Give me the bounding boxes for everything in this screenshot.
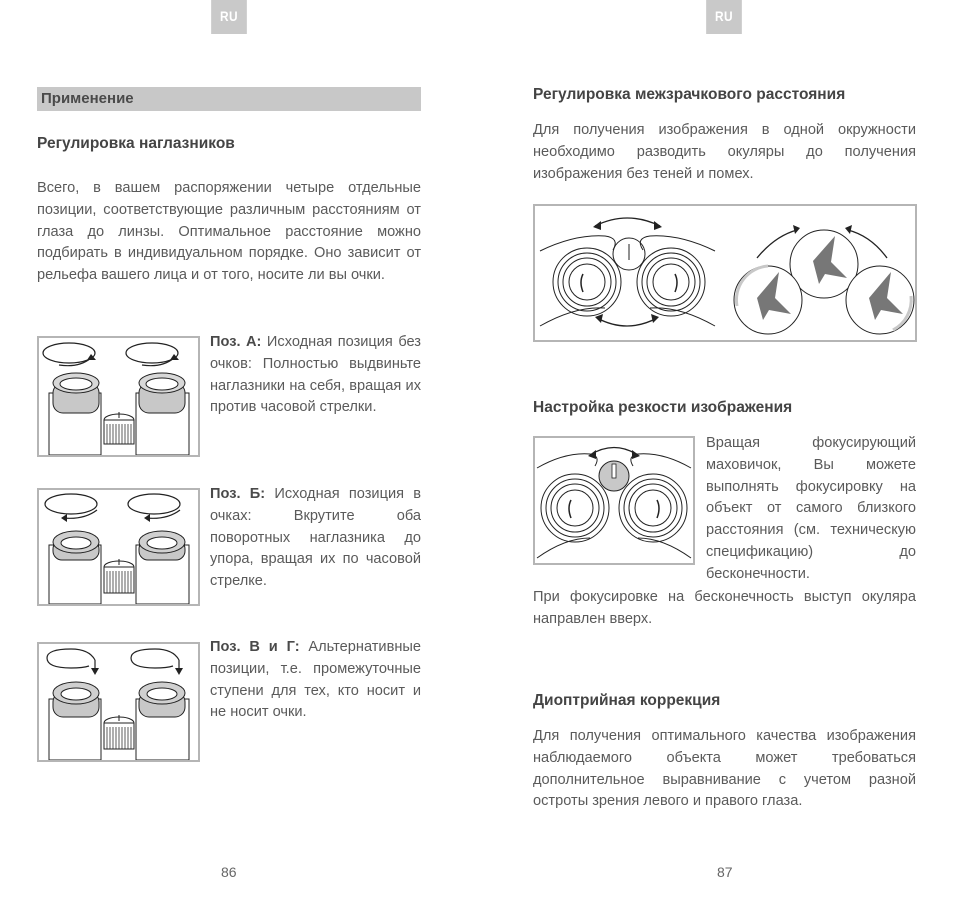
position-b-caption [210, 484, 421, 593]
figure-focus-wheel [533, 436, 695, 565]
language-tab: RU [211, 0, 247, 34]
focus-wheel-illustration [535, 438, 693, 563]
position-b-label: Поз. Б: [210, 486, 266, 502]
position-a-text: Исходная позиция без очков: Полностью выдвиньте наглазники на себя, вращая их против часовой стрелки. [210, 334, 421, 416]
section-title: Применение [41, 90, 134, 107]
focus-infinity-note: При фокусировке на бесконечность выступ окуляра направлен вверх. [533, 589, 916, 627]
position-c-d-label: Поз. В и Г: [210, 639, 300, 655]
heading-interpupillary-distance: Регулировка межзрачкового расстояния [533, 86, 846, 103]
intro-paragraph: Всего, в вашем распоряжении четыре отдельные позиции, соответствующие различным расстояниям от глаза до линзы. Оптимальное расстояние можно подбирать в индивидуальном порядке. Оно зависит от рельефа вашего лица и от того, носите ли вы очки. [37, 180, 421, 284]
diopter-paragraph: Для получения оптимального качества изображения наблюдаемого объекта может требоваться дополнительное выравнивание с учетом разной остроты зрения левого и правого глаза. [533, 728, 916, 810]
language-tab: RU [706, 0, 742, 34]
position-c-d-text: Альтернативные позиции, т.е. промежуточные ступени для тех, кто носит и не носит очки. [210, 639, 421, 721]
page-number-left: 86 [221, 864, 237, 880]
page-number-right: 87 [717, 864, 733, 880]
binocular-eyecup-illustration [39, 644, 198, 760]
heading-focus-adjustment: Настройка резкости изображения [533, 399, 793, 416]
binocular-and-eagle-view-illustration [535, 206, 915, 340]
page-right [477, 0, 954, 917]
position-b-text: Исходная позиция в очках: Вкрутите оба поворотных наглазника до упора, вращая их по часовой стрелке. [210, 486, 421, 590]
interpupillary-paragraph: Для получения изображения в одной окружности необходимо разводить окуляры до получения изображения без теней и помех. [533, 122, 916, 182]
position-a-label: Поз. A: [210, 334, 262, 350]
position-a-caption [210, 332, 421, 419]
heading-eyecup-adjustment: Регулировка наглазников [37, 135, 235, 152]
figure-eyecup-position-b [37, 488, 200, 606]
focus-paragraph-wrap: Вращая фокусирующий маховичок, Вы можете выполнять фокусировку на объект от самого близкого расстояния (см. техническую спецификацию) до бесконечности. [706, 435, 916, 582]
heading-diopter-correction: Диоптрийная коррекция [533, 692, 721, 709]
position-c-d-caption [210, 637, 421, 724]
figure-interpupillary-adjustment [533, 204, 917, 342]
binocular-eyecup-illustration [39, 490, 198, 604]
figure-eyecup-position-a [37, 336, 200, 457]
figure-eyecup-position-c-d [37, 642, 200, 762]
binocular-eyecup-illustration [39, 338, 198, 455]
section-title-bar [37, 87, 421, 111]
